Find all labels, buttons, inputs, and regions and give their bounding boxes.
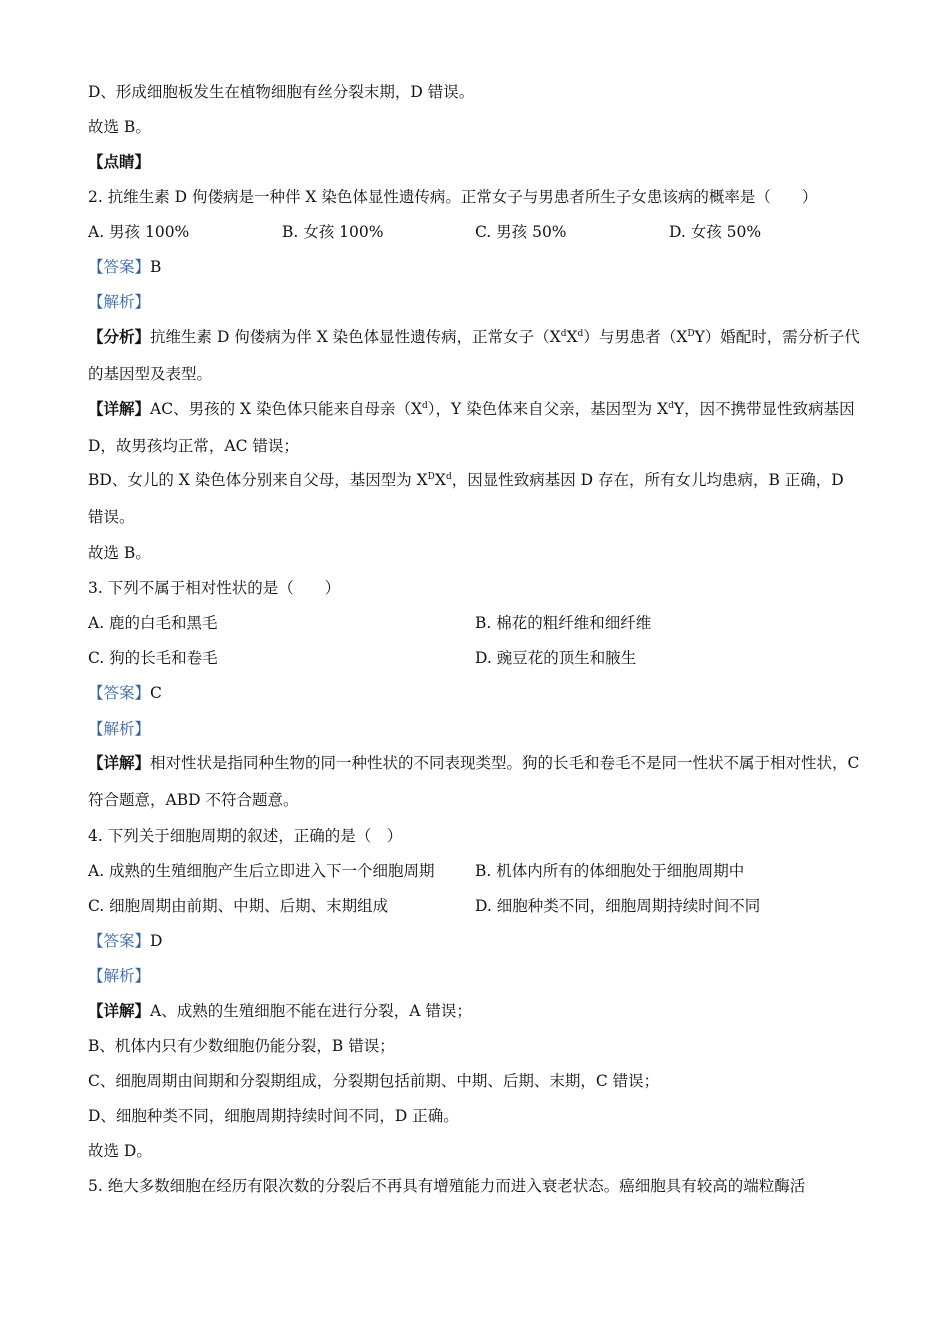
q2-fenxi [88,318,863,393]
q4-detail-c: C、细胞周期由间期和分裂期组成，分裂期包括前期、中期、后期、末期，C 错误； [88,1072,660,1090]
q3-detail [88,744,863,819]
detail-label: 【详解】 [88,399,151,418]
q2-answer [88,257,161,277]
q2-option-a: A. 男孩 100% [88,223,190,241]
q4-option-c: C. 细胞周期由前期、中期、后期、末期组成 [88,897,389,915]
detail-text: A、成熟的生殖细胞不能在进行分裂，A 错误； [150,1002,472,1020]
q3-option-c: C. 狗的长毛和卷毛 [88,649,218,667]
superscript: D [687,329,695,339]
q4-option-d: D. 细胞种类不同，细胞周期持续时间不同 [475,897,761,915]
detail-text: Y，因不携带显性致病基因 D，故男孩均正常，AC 错误； [88,400,855,455]
q2-detail-ac [88,390,863,465]
answer-value: D [150,932,163,950]
detail-label: 【详解】 [88,1001,151,1020]
superscript: d [668,401,674,411]
q1-option-d-explanation: D、形成细胞板发生在植物细胞有丝分裂末期，D 错误。 [88,83,475,101]
fenxi-text: Y）婚配时，需分析子代的基因型及表型。 [88,328,860,383]
q2-conclusion: 故选 B。 [88,544,151,562]
superscript: d [577,329,584,339]
fenxi-text: 抗维生素 D 佝偻病为伴 X 染色体显性遗传病，正常女子（X [150,328,561,346]
q3-option-a: A. 鹿的白毛和黑毛 [88,614,218,632]
answer-label: 【答案】 [88,684,151,702]
q4-option-b: B. 机体内所有的体细胞处于细胞周期中 [475,862,745,880]
detail-text: 相对性状是指同种生物的同一种性状的不同表现类型。狗的长毛和卷毛不是同一性状不属于相对性状，C 符合题意，ABD 不符合题意。 [88,754,860,809]
q5-stem: 5. 绝大多数细胞在经历有限次数的分裂后不再具有增殖能力而进入衰老状态。癌细胞具有较高的端粒酶活 [88,1177,806,1195]
detail-label: 【详解】 [88,753,151,772]
fenxi-text: X [566,328,578,346]
q4-detail-b: B、机体内只有少数细胞仍能分裂，B 错误； [88,1037,395,1055]
q1-conclusion: 故选 B。 [88,118,151,136]
answer-value: C [150,684,162,702]
answer-label: 【答案】 [88,932,151,950]
superscript: d [560,329,567,339]
q2-stem: 2. 抗维生素 D 佝偻病是一种伴 X 染色体显性遗传病。正常女子与男患者所生子女患该病的概率是（ ） [88,188,818,206]
superscript: D [427,472,435,482]
q4-answer [88,931,162,951]
q4-detail-d: D、细胞种类不同，细胞周期持续时间不同，D 正确。 [88,1107,459,1125]
answer-label: 【答案】 [88,258,151,276]
q4-conclusion: 故选 D。 [88,1142,152,1160]
answer-value: B [150,258,162,276]
q4-analysis-label: 【解析】 [88,967,151,985]
q3-option-b: B. 棉花的粗纤维和细纤维 [475,614,652,632]
superscript: d [445,472,452,482]
q4-stem: 4. 下列关于细胞周期的叙述，正确的是（ ） [88,827,403,845]
detail-text: X [434,471,446,489]
q4-detail-a [88,1001,472,1021]
q3-stem: 3. 下列不属于相对性状的是（ ） [88,579,341,597]
detail-text: ），Y 染色体来自父亲，基因型为 X [427,400,669,418]
fenxi-text: ）与男患者（X [583,328,688,346]
detail-text: BD、女儿的 X 染色体分别来自父母，基因型为 X [88,471,428,489]
detail-text: AC、男孩的 X 染色体只能来自母亲（X [150,400,422,418]
q2-option-c: C. 男孩 50% [475,223,567,241]
q3-analysis-label: 【解析】 [88,720,151,738]
superscript: d [422,401,428,411]
q2-option-b: B. 女孩 100% [282,223,384,241]
q2-option-d: D. 女孩 50% [669,223,762,241]
fenxi-label: 【分析】 [88,327,151,346]
detail-text: ，因显性致病基因 D 存在，所有女儿均患病，B 正确，D 错误。 [88,471,844,526]
q1-dianjing-label: 【点睛】 [88,152,151,171]
q3-option-d: D. 豌豆花的顶生和腋生 [475,649,637,667]
q4-option-a: A. 成熟的生殖细胞产生后立即进入下一个细胞周期 [88,862,435,880]
q2-detail-bd [88,462,863,536]
q2-analysis-label: 【解析】 [88,293,151,311]
q3-answer [88,683,162,703]
